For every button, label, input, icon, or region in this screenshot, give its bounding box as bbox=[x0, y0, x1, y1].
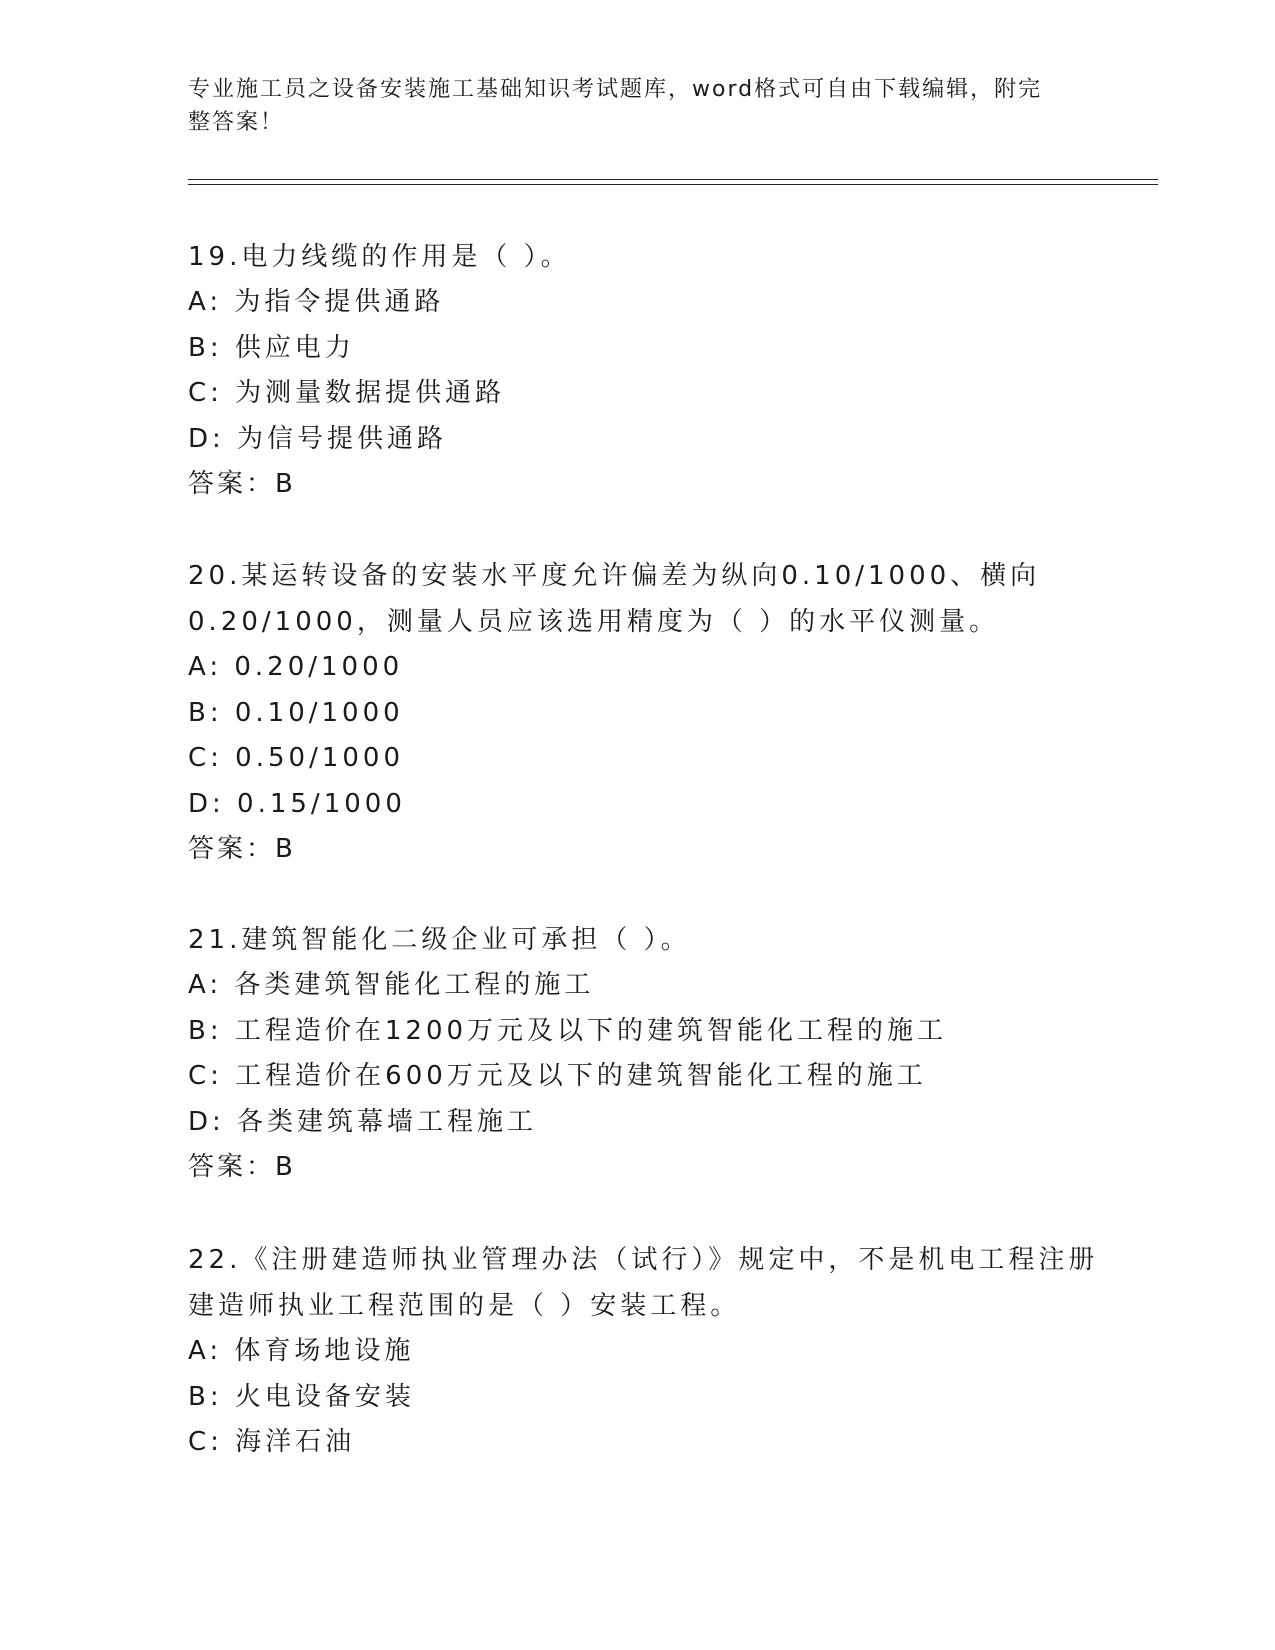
option-a: A: 体育场地设施 bbox=[188, 1336, 415, 1366]
question-20 bbox=[188, 553, 1088, 873]
header-divider-bottom bbox=[188, 184, 1158, 185]
option-b: B: 火电设备安装 bbox=[188, 1381, 415, 1412]
option-b: B: 0.10/1000 bbox=[188, 697, 404, 728]
header-line-2: 整答案！ bbox=[188, 110, 285, 135]
option-d: D: 为信号提供通路 bbox=[188, 423, 448, 454]
option-c: C: 为测量数据提供通路 bbox=[188, 378, 506, 408]
option-c: C: 0.50/1000 bbox=[188, 743, 404, 773]
header-divider-top bbox=[188, 179, 1158, 180]
option-b: B: 工程造价在1200万元及以下的建筑智能化工程的施工 bbox=[188, 1015, 948, 1046]
question-stem-continued: 建造师执业工程范围的是（ ）安装工程。 bbox=[188, 1291, 741, 1321]
option-d: D: 各类建筑幕墙工程施工 bbox=[188, 1106, 538, 1137]
question-stem: 21.建筑智能化二级企业可承担（ ）。 bbox=[188, 925, 691, 955]
question-21 bbox=[188, 917, 1088, 1191]
question-stem-continued: 0.20/1000，测量人员应该选用精度为（ ）的水平仪测量。 bbox=[188, 607, 1000, 637]
answer: 答案：B bbox=[188, 469, 296, 499]
option-a: A: 为指令提供通路 bbox=[188, 287, 445, 317]
option-a: A: 各类建筑智能化工程的施工 bbox=[188, 970, 595, 1000]
question-22 bbox=[188, 1237, 1099, 1466]
option-d: D: 0.15/1000 bbox=[188, 788, 406, 819]
question-19 bbox=[188, 234, 1088, 508]
answer: 答案：B bbox=[188, 834, 296, 864]
header-line-1: 专业施工员之设备安装施工基础知识考试题库，word格式可自由下载编辑，附完 bbox=[188, 77, 1043, 102]
answer: 答案：B bbox=[188, 1152, 296, 1182]
option-c: C: 海洋石油 bbox=[188, 1427, 356, 1457]
option-b: B: 供应电力 bbox=[188, 332, 355, 363]
question-stem: 19.电力线缆的作用是（ ）。 bbox=[188, 242, 571, 272]
question-stem: 20.某运转设备的安装水平度允许偏差为纵向0.10/1000、横向 bbox=[188, 561, 1041, 591]
option-a: A: 0.20/1000 bbox=[188, 652, 404, 682]
question-stem: 22.《注册建造师执业管理办法（试行）》规定中，不是机电工程注册 bbox=[188, 1245, 1099, 1275]
option-c: C: 工程造价在600万元及以下的建筑智能化工程的施工 bbox=[188, 1061, 927, 1091]
document-header bbox=[188, 73, 1068, 139]
